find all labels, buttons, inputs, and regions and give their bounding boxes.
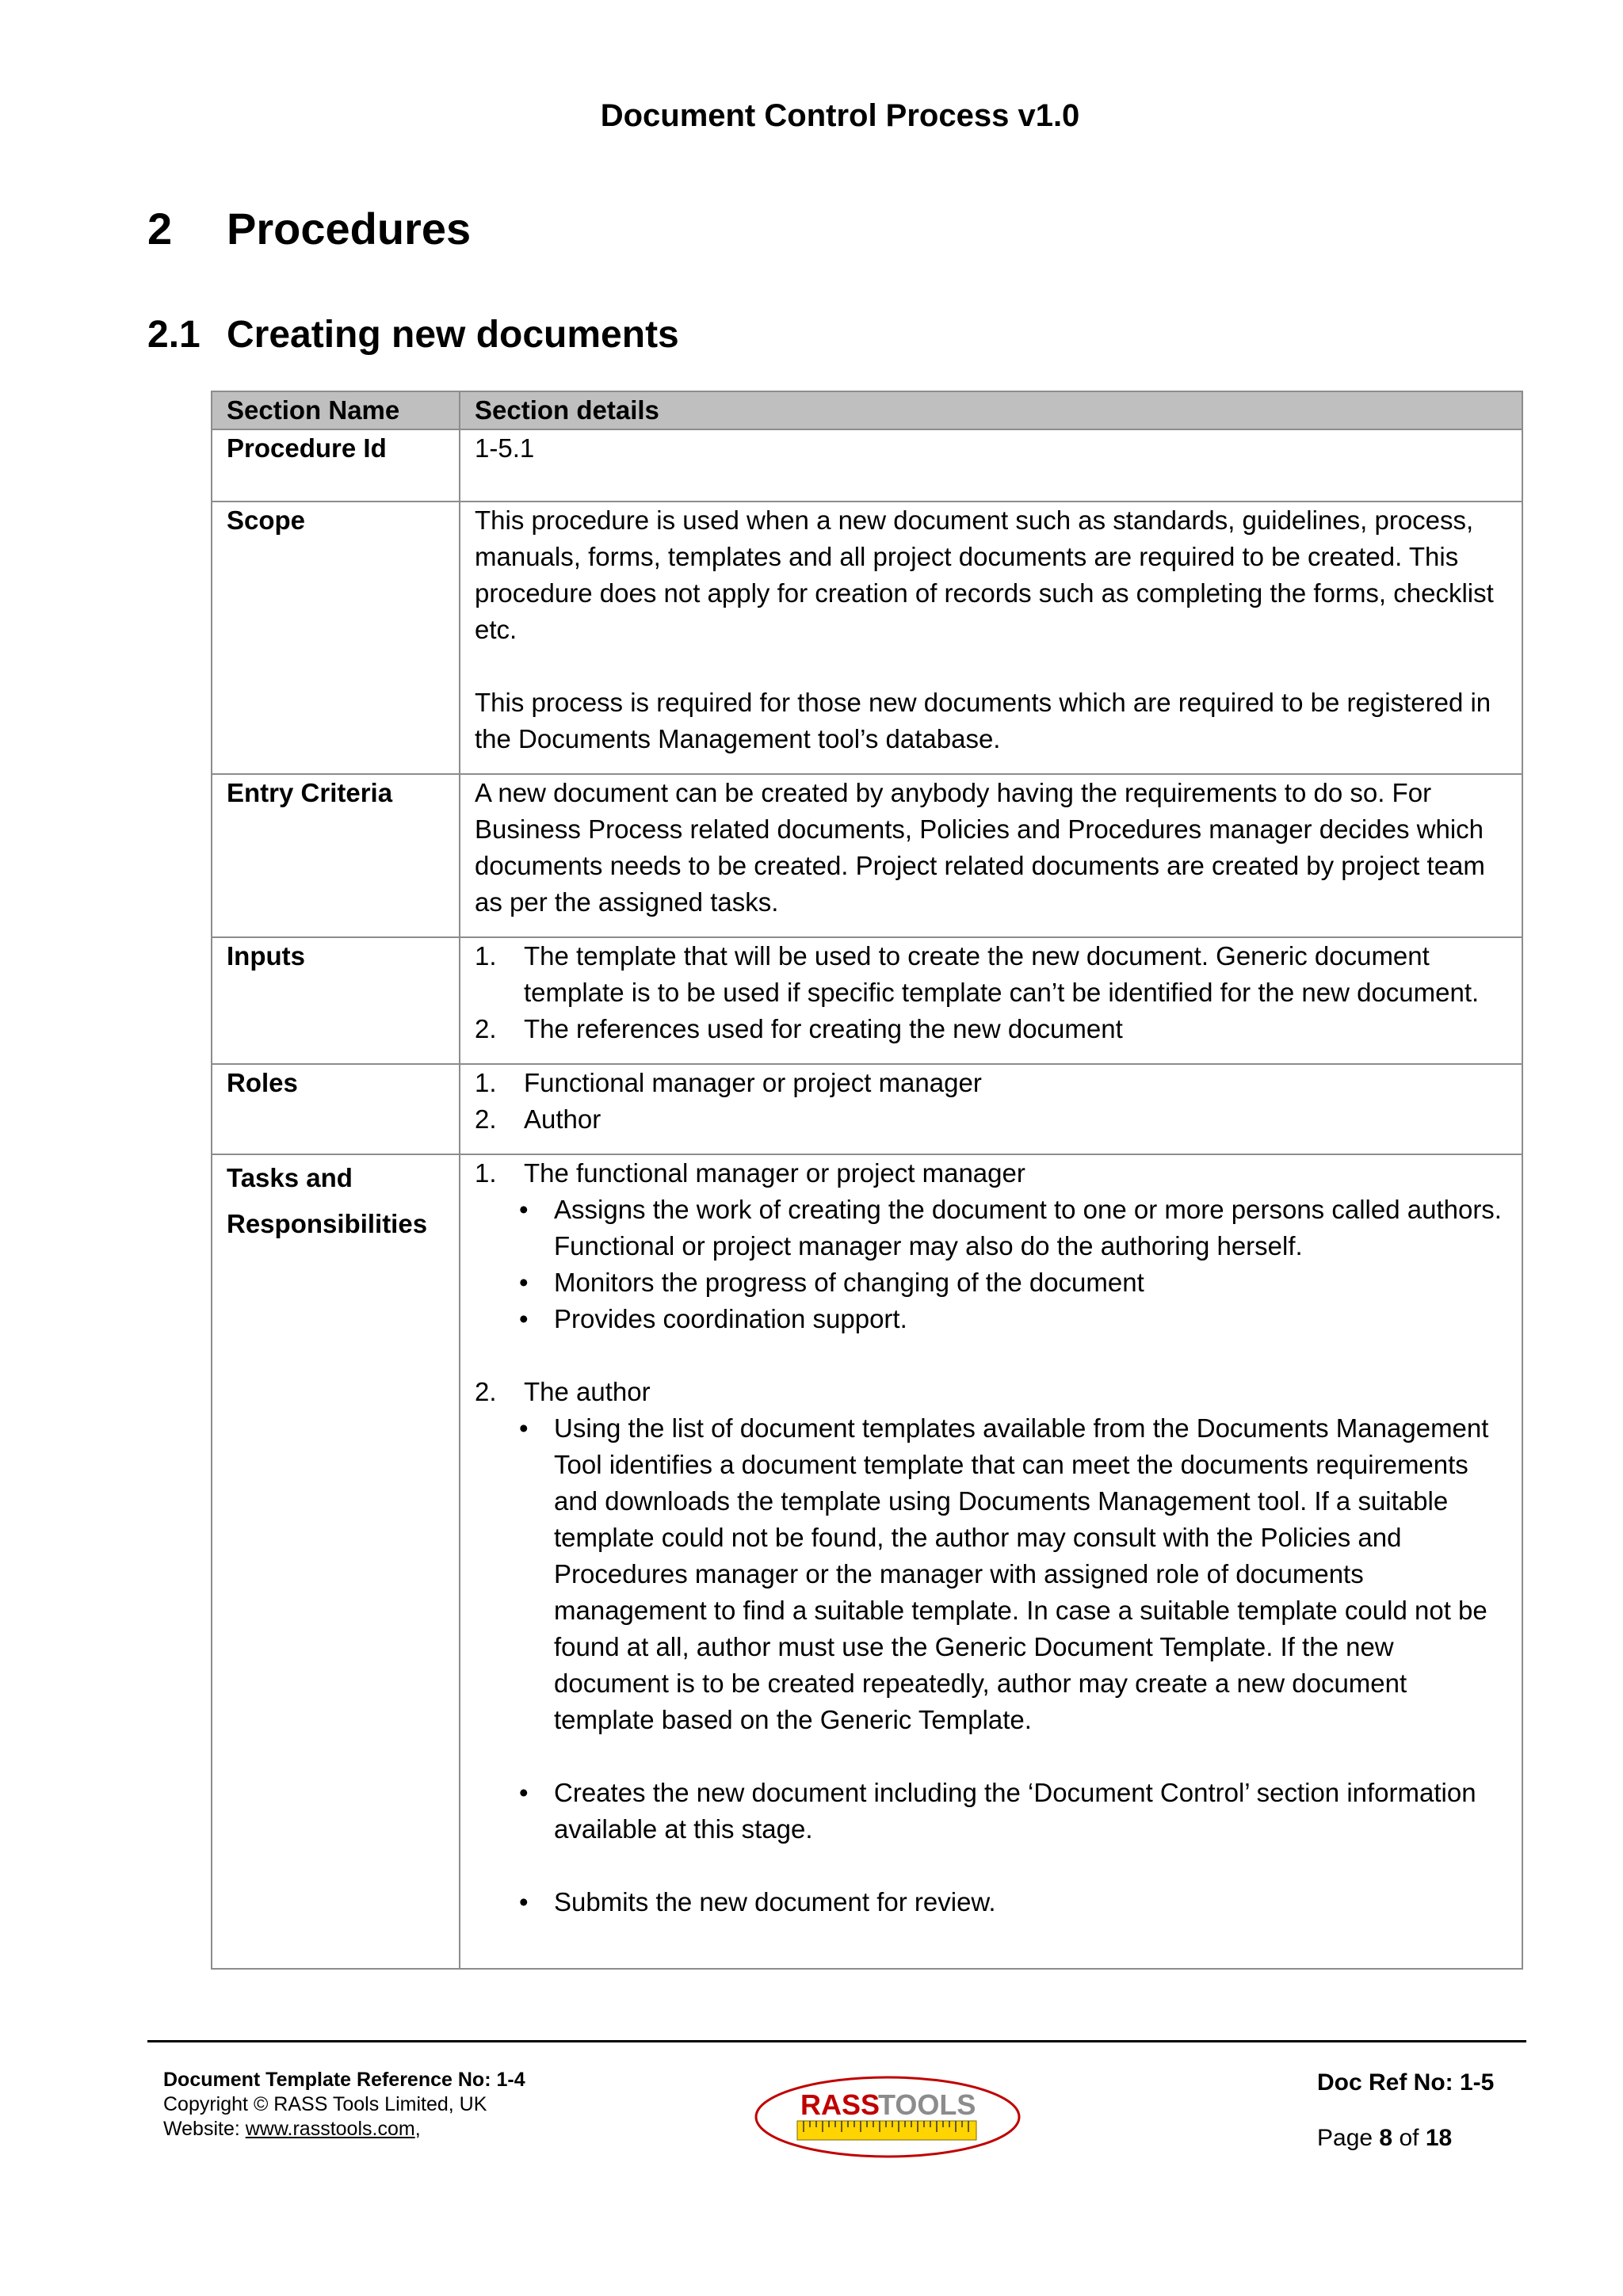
page-label: Page xyxy=(1317,2125,1373,2151)
scope-paragraph-1: This procedure is used when a new document such as standards, guidelines, process, manuals, forms, templates and all project documents are required to be created. This procedure does not apply for creation of records such as completing the forms, checklist etc. xyxy=(475,505,1494,644)
logo-text-rass: RASS xyxy=(800,2088,880,2121)
input-item-1: The template that will be used to create the new document. Generic document template is to be used if specific template can’t be identified for the new document. xyxy=(524,941,1480,1007)
list-item xyxy=(475,1410,1507,1738)
procedure-id-label: Procedure Id xyxy=(212,429,460,502)
entry-criteria-label: Entry Criteria xyxy=(212,774,460,937)
author-bullet-1: Using the list of document templates available from the Documents Management Tool identifies a document template that can meet the documents requirements and downloads the template using Documents Management tool. If a suitable template could not be found, the author may consult with the Policies and Procedures manager or the manager with assigned role of documents management to find a suitable template. In case a suitable template could not be found at all, author must use the Generic Document Template. If the new document is to be created repeatedly, author may create a new document template based on the Generic Template. xyxy=(554,1413,1489,1734)
footer-right xyxy=(1317,2069,1494,2152)
table-header-row xyxy=(212,391,1522,429)
input-item-2: The references used for creating the new document xyxy=(524,1014,1123,1043)
footer-divider xyxy=(147,2040,1526,2042)
page-header-title: Document Control Process v1.0 xyxy=(600,98,1080,133)
list-item xyxy=(475,1301,1507,1337)
scope-paragraph-2: This process is required for those new documents which are required to be registered in the Documents Management tool’s database. xyxy=(475,688,1491,753)
logo-text-tools: TOOLS xyxy=(878,2088,976,2121)
doc-ref: Doc Ref No: 1-5 xyxy=(1317,2069,1495,2096)
heading-2 xyxy=(147,313,679,357)
copyright: Copyright © RASS Tools Limited, UK xyxy=(163,2093,487,2115)
list-item xyxy=(475,1264,1507,1301)
website-suffix: , xyxy=(414,2118,421,2140)
author-bullet-2: Creates the new document including the ‘Document Control’ section information available at this stage. xyxy=(554,1778,1476,1844)
roles-details xyxy=(460,1064,1522,1154)
role-item-1: Functional manager or project manager xyxy=(524,1068,982,1097)
task-author-title: The author xyxy=(524,1377,651,1406)
list-item xyxy=(475,1884,1507,1920)
table-row xyxy=(212,774,1522,937)
task-manager-title: The functional manager or project manager xyxy=(524,1158,1025,1188)
list-item: 1. The functional manager or project manager xyxy=(475,1158,1025,1188)
col-header-section-details: Section details xyxy=(460,391,1522,429)
website-label: Website: xyxy=(163,2118,246,2140)
table-row xyxy=(212,1154,1522,1969)
template-reference: Document Template Reference No: 1-4 xyxy=(163,2069,525,2091)
list-item: 1. The template that will be used to create the new document. Generic document template is to be used if specific template can’t be identified for the new document. xyxy=(475,941,1480,1007)
table-row xyxy=(212,937,1522,1064)
role-item-2: Author xyxy=(524,1104,601,1134)
website-link[interactable]: www.rasstools.com xyxy=(245,2118,415,2140)
list-item xyxy=(475,1775,1507,1848)
page-total: 18 xyxy=(1425,2125,1453,2151)
rass-tools-logo xyxy=(753,2073,1022,2161)
inputs-label: Inputs xyxy=(212,937,460,1064)
tasks-label-line-1: Tasks and xyxy=(227,1163,353,1192)
table-row xyxy=(212,502,1522,774)
tasks-label-line-2: Responsibilities xyxy=(227,1209,428,1238)
list-item xyxy=(475,1192,1507,1264)
list-item: 2. Author xyxy=(475,1104,601,1134)
footer-left xyxy=(163,2068,525,2142)
heading-2-number: 2.1 xyxy=(147,314,200,356)
list-item: 1. Functional manager or project manager xyxy=(475,1068,982,1097)
heading-2-text: Creating new documents xyxy=(227,314,679,356)
inputs-details xyxy=(460,937,1522,1064)
page-current: 8 xyxy=(1379,2125,1393,2151)
list-item: 2. The references used for creating the new document xyxy=(475,1014,1123,1043)
heading-1-text: Procedures xyxy=(227,204,472,254)
procedure-table xyxy=(211,391,1523,1970)
manager-bullet-3: Provides coordination support. xyxy=(554,1304,907,1333)
list-item: 2. The author xyxy=(475,1377,651,1406)
procedure-id-value: 1-5.1 xyxy=(460,429,1522,502)
heading-1-number: 2 xyxy=(147,204,173,254)
page-of: of xyxy=(1399,2125,1419,2151)
tasks-details xyxy=(460,1154,1522,1969)
tasks-label xyxy=(212,1154,460,1969)
manager-bullet-2: Monitors the progress of changing of the document xyxy=(554,1268,1144,1297)
scope-label: Scope xyxy=(212,502,460,774)
table-row xyxy=(212,429,1522,502)
page-number xyxy=(1317,2125,1494,2152)
entry-criteria-text: A new document can be created by anybody having the requirements to do so. For Business Process related documents, Policies and Procedures manager decides which documents needs to be created. Project related documents are created by project team as per the assigned tasks. xyxy=(460,774,1522,937)
manager-bullet-1: Assigns the work of creating the document to one or more persons called authors. Functional or project manager may also do the authoring herself. xyxy=(554,1195,1502,1261)
col-header-section-name: Section Name xyxy=(212,391,460,429)
table-row xyxy=(212,1064,1522,1154)
heading-1 xyxy=(147,203,471,254)
roles-label: Roles xyxy=(212,1064,460,1154)
website-line xyxy=(163,2117,525,2142)
scope-details xyxy=(460,502,1522,774)
author-bullet-3: Submits the new document for review. xyxy=(554,1887,996,1917)
